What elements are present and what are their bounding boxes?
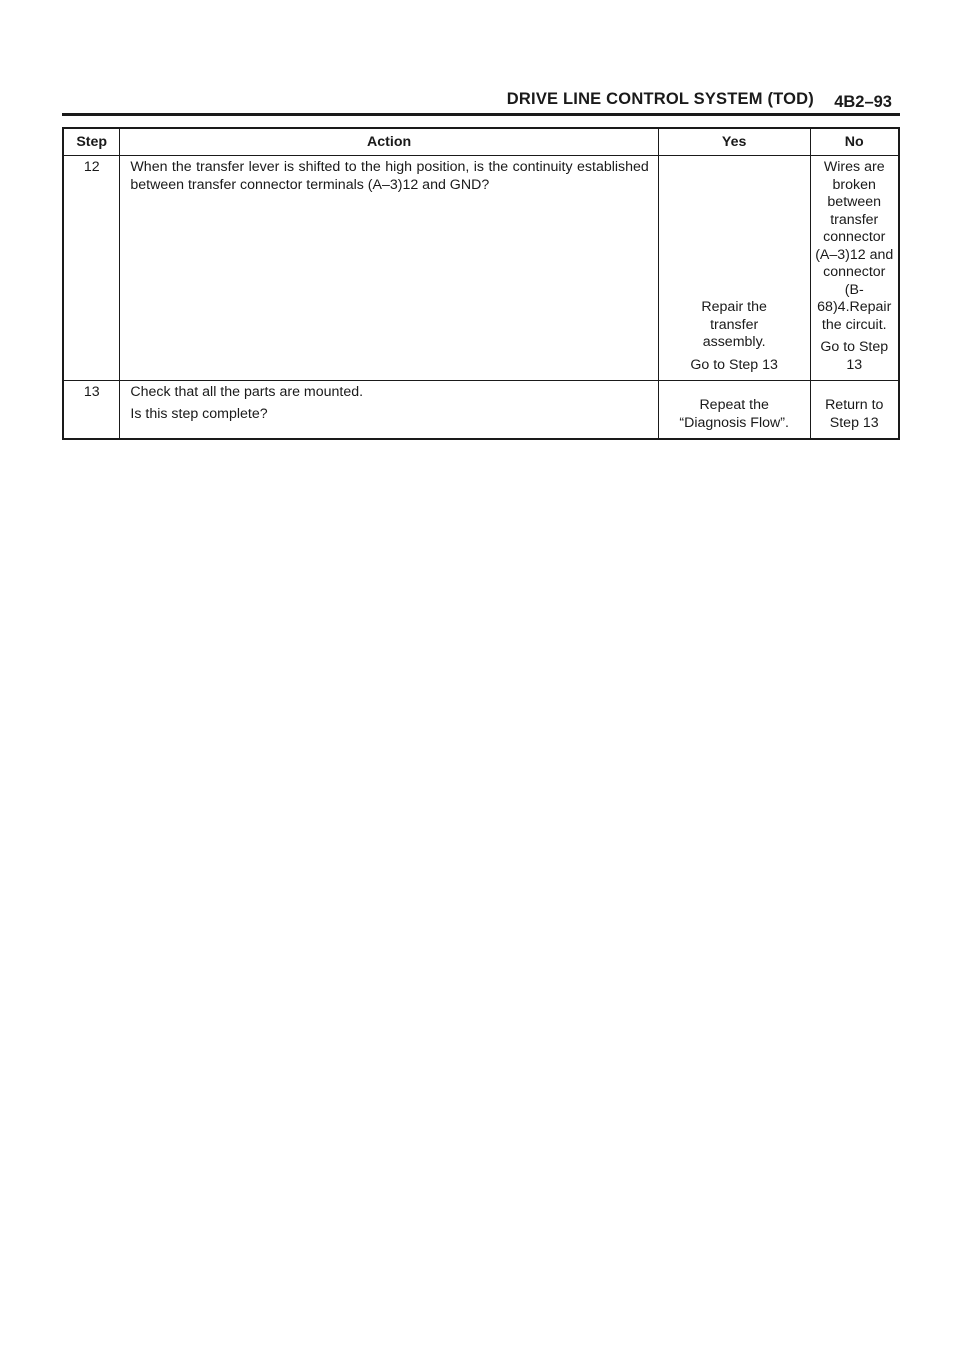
table-row: [63, 381, 899, 440]
no-text: Return to Step 13: [825, 397, 884, 431]
yes-cell: [658, 381, 810, 440]
no-text: connector: [823, 264, 886, 280]
no-text: Wires are broken: [823, 159, 885, 193]
header-rule: [62, 113, 900, 116]
yes-text: assembly.: [702, 334, 766, 350]
section-title: DRIVE LINE CONTROL SYSTEM (TOD): [506, 90, 814, 108]
no-text: the circuit.: [821, 316, 887, 333]
table-row: [63, 156, 899, 381]
action-text: When the transfer lever is shifted to the high position, is the continuity established between transfer connector terminals (A–3)12 and GND?: [130, 159, 649, 193]
no-cell: [810, 156, 899, 381]
yes-text: Repair the: [701, 299, 767, 315]
step-number: 12: [63, 156, 120, 381]
yes-text: “Diagnosis Flow”.: [679, 414, 789, 431]
no-goto-step: Go to Step 13: [820, 339, 889, 373]
action-cell: [120, 381, 658, 440]
page-number: 4B2–93: [834, 93, 892, 111]
no-text: (B-68)4.Repair: [817, 281, 892, 315]
step-number: 13: [63, 381, 120, 440]
column-header-no: No: [810, 128, 899, 156]
no-cell: [810, 381, 899, 440]
no-text: connector: [823, 229, 886, 245]
yes-text: transfer: [710, 316, 759, 333]
yes-goto-step: Go to Step 13: [690, 356, 778, 373]
column-header-action: Action: [120, 128, 658, 156]
action-text: Check that all the parts are mounted.: [130, 384, 364, 400]
yes-cell: [658, 156, 810, 381]
action-question: Is this step complete?: [130, 405, 268, 422]
no-text: (A–3)12 and: [815, 246, 894, 263]
column-header-step: Step: [63, 128, 120, 156]
no-text: between transfer: [827, 194, 882, 228]
action-cell: [120, 156, 658, 381]
column-header-yes: Yes: [658, 128, 810, 156]
yes-text: Repeat the: [699, 397, 769, 413]
page-header: [62, 86, 900, 116]
table-header-row: [63, 128, 899, 156]
diagnostic-table: [62, 127, 900, 440]
